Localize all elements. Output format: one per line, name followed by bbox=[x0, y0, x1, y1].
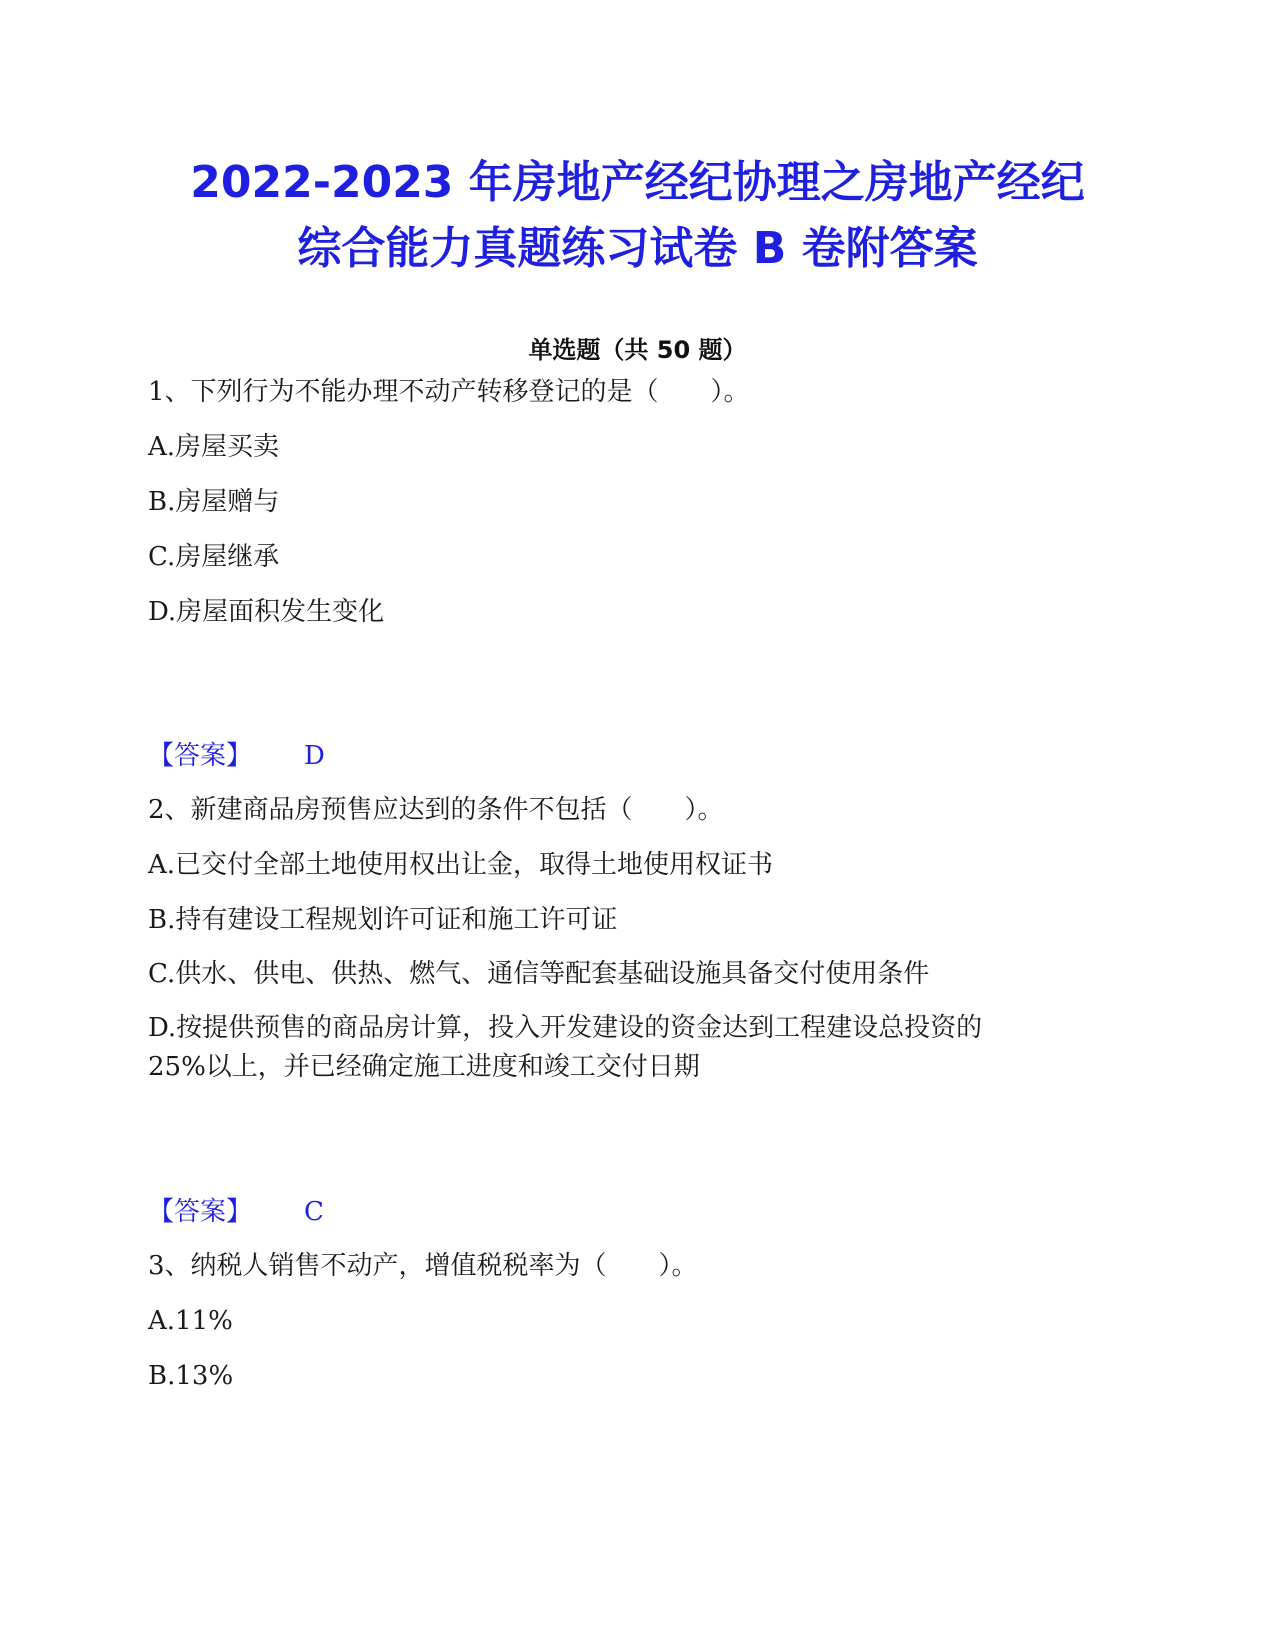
question-2-option-d: D.按提供预售的商品房计算，投入开发建设的资金达到工程建设总投资的 bbox=[148, 1013, 983, 1043]
question-2-option-a: A.已交付全部土地使用权出让金，取得土地使用权证书 bbox=[148, 850, 774, 880]
answer-value: C bbox=[304, 1197, 324, 1227]
question-2-option-d-continued: 25%以上，并已经确定施工进度和竣工交付日期 bbox=[148, 1052, 700, 1082]
answer-label: 【答案】 bbox=[148, 1197, 253, 1227]
document-title-line-1: 2022-2023 年房地产经纪协理之房地产经纪 bbox=[190, 157, 1085, 208]
question-1-option-c: C.房屋继承 bbox=[148, 542, 280, 572]
question-1-option-a: A.房屋买卖 bbox=[148, 432, 280, 462]
question-1-option-d: D.房屋面积发生变化 bbox=[148, 597, 385, 627]
question-3-option-b: B.13% bbox=[148, 1361, 234, 1391]
question-1-option-b: B.房屋赠与 bbox=[148, 487, 280, 517]
answer-value: D bbox=[304, 741, 325, 771]
question-1-stem: 1、下列行为不能办理不动产转移登记的是（ ）。 bbox=[148, 377, 750, 407]
question-3-stem: 3、纳税人销售不动产，增值税税率为（ ）。 bbox=[148, 1251, 698, 1281]
question-2-stem: 2、新建商品房预售应达到的条件不包括（ ）。 bbox=[148, 795, 724, 825]
question-3-option-a: A.11% bbox=[148, 1306, 233, 1336]
question-2-answer bbox=[148, 1195, 324, 1229]
document-title-line-2: 综合能力真题练习试卷 B 卷附答案 bbox=[297, 223, 978, 274]
question-1-answer bbox=[148, 739, 325, 773]
question-2-option-c: C.供水、供电、供热、燃气、通信等配套基础设施具备交付使用条件 bbox=[148, 959, 930, 989]
section-heading: 单选题（共 50 题） bbox=[528, 336, 747, 364]
answer-label: 【答案】 bbox=[148, 741, 253, 771]
question-2-option-b: B.持有建设工程规划许可证和施工许可证 bbox=[148, 905, 618, 935]
document-title bbox=[100, 150, 1175, 282]
